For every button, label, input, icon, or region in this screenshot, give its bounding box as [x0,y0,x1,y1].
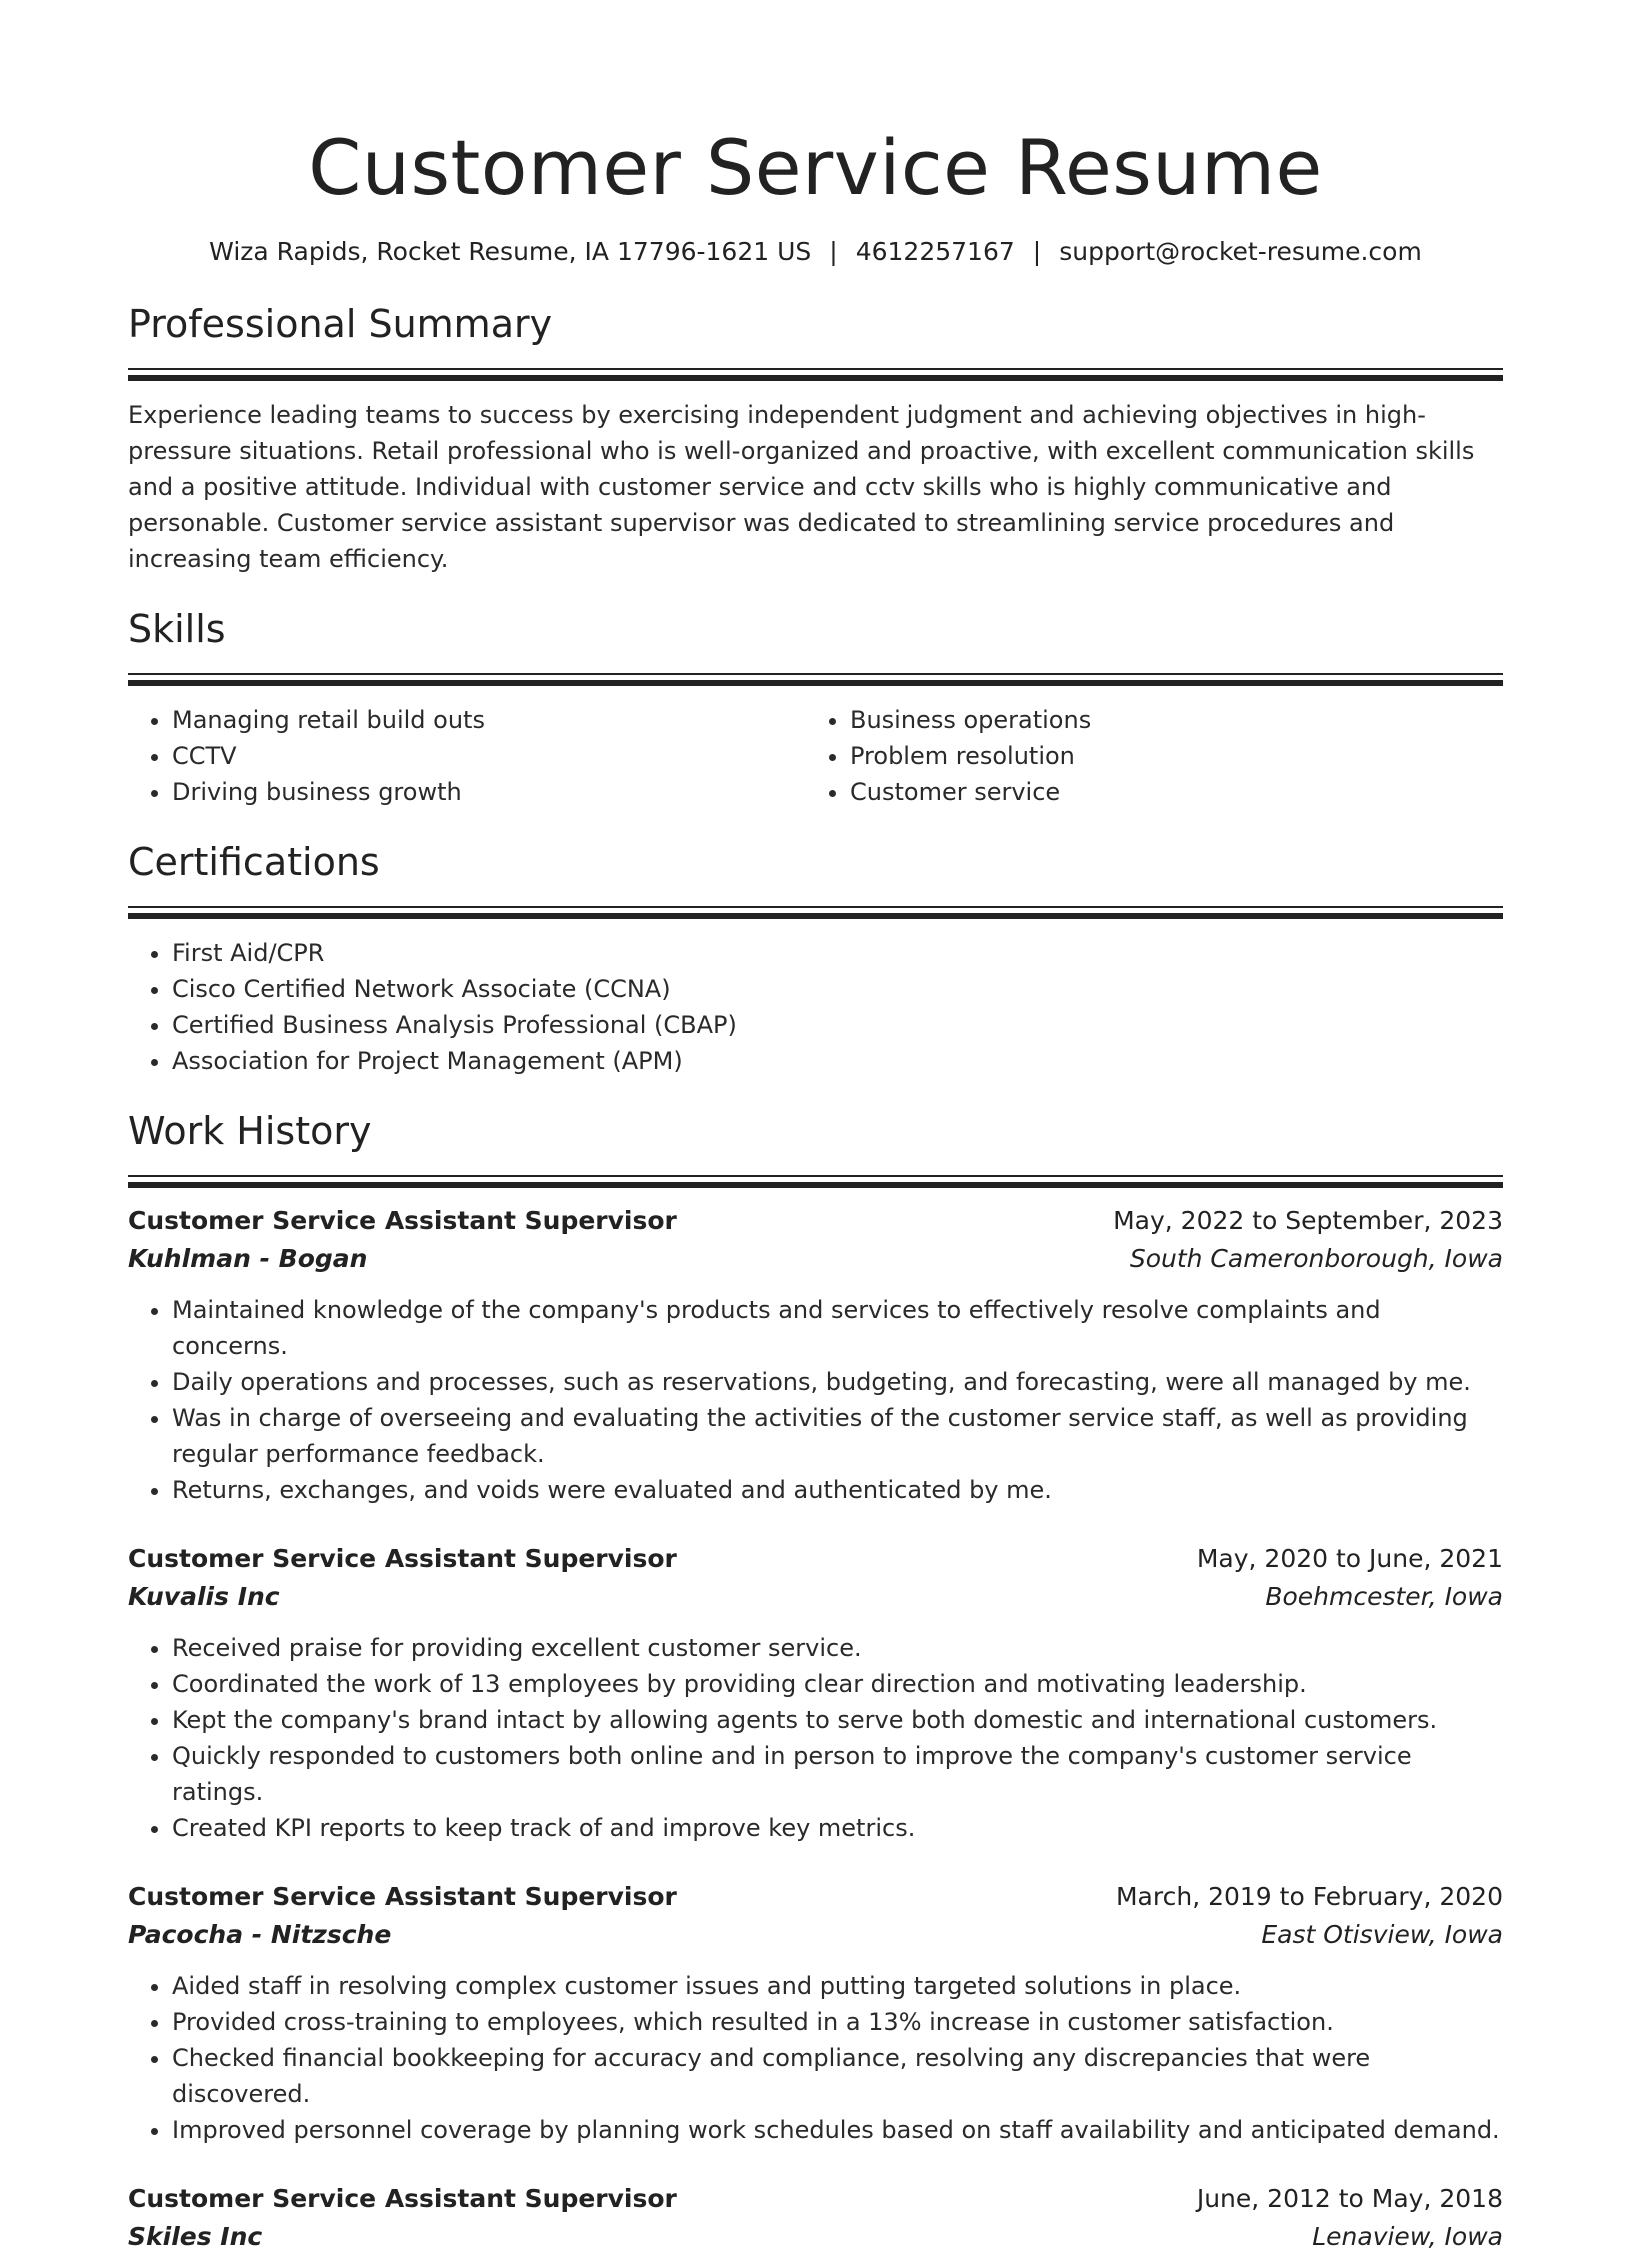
job-company: Pacocha - Nitzsche [128,1920,392,1949]
skill-item: • Problem resolution [850,738,1484,774]
job-dates: March, 2019 to February, 2020 [1115,1882,1503,1911]
section-divider [128,1175,1503,1177]
skill-item: • Customer service [850,774,1484,810]
contact-separator: | [829,237,838,266]
certifications-heading: Certifications [128,840,380,884]
skills-heading: Skills [128,607,226,651]
section-divider [128,375,1503,381]
section-divider [128,368,1503,370]
skill-item: • CCTV [172,738,806,774]
job-entry [128,1202,1503,1508]
job-location: South Cameronborough, Iowa [1129,1244,1503,1273]
skill-item: • Managing retail build outs [172,702,806,738]
job-location: Boehmcester, Iowa [1265,1582,1503,1611]
job-dates: May, 2020 to June, 2021 [1196,1544,1503,1573]
summary-heading: Professional Summary [128,302,553,346]
skill-item: • Business operations [850,702,1484,738]
job-bullets [128,1968,1503,2148]
job-location: East Otisview, Iowa [1261,1920,1503,1949]
resume-title: Customer Service Resume [308,123,1323,212]
job-bullet: • Was in charge of overseeing and evaluating the activities of the customer service staff, as well as providing regular performance feedback. [172,1400,1503,1472]
contact-email: support@rocket-resume.com [1059,237,1422,266]
job-bullet: • Created KPI reports to keep track of and improve key metrics. [172,1810,1503,1846]
contact-line [128,236,1503,268]
job-entry [128,2180,1503,2256]
section-divider [128,680,1503,686]
job-title: Customer Service Assistant Supervisor [128,2184,677,2213]
job-company: Kuhlman - Bogan [128,1244,368,1273]
job-bullet: • Aided staff in resolving complex customer issues and putting targeted solutions in place. [172,1968,1503,2004]
job-bullets [128,1292,1503,1508]
section-divider [128,673,1503,675]
job-bullet: • Checked financial bookkeeping for accuracy and compliance, resolving any discrepancies that were discovered. [172,2040,1503,2112]
certification-item: • Association for Project Management (APM) [172,1043,1503,1079]
certification-list [128,935,1503,1079]
job-title: Customer Service Assistant Supervisor [128,1206,677,1235]
summary-section [128,300,1503,577]
job-bullet: • Maintained knowledge of the company's products and services to effectively resolve complaints and concerns. [172,1292,1503,1364]
job-entry [128,1878,1503,2148]
skills-columns [128,702,1503,810]
job-title: Customer Service Assistant Supervisor [128,1544,677,1573]
certification-item: • Certified Business Analysis Professional (CBAP) [172,1007,1503,1043]
job-entry [128,1540,1503,1846]
job-company: Skiles Inc [128,2222,263,2251]
certification-item: • First Aid/CPR [172,935,1503,971]
certification-item: • Cisco Certified Network Associate (CCNA) [172,971,1503,1007]
section-divider [128,913,1503,919]
job-bullets [128,1630,1503,1846]
job-bullet: • Kept the company's brand intact by allowing agents to serve both domestic and international customers. [172,1702,1503,1738]
job-bullet: • Provided cross-training to employees, which resulted in a 13% increase in customer satisfaction. [172,2004,1503,2040]
skills-column-left [128,702,806,810]
job-location: Lenaview, Iowa [1312,2222,1503,2251]
job-dates: June, 2012 to May, 2018 [1196,2184,1503,2213]
work-history-section [128,1107,1503,2256]
job-company: Kuvalis Inc [128,1582,280,1611]
skill-item: • Driving business growth [172,774,806,810]
job-bullet: • Coordinated the work of 13 employees by providing clear direction and motivating leadership. [172,1666,1503,1702]
section-divider [128,1182,1503,1188]
resume-page [128,0,1503,2256]
job-bullet: • Improved personnel coverage by planning work schedules based on staff availability and anticipated demand. [172,2112,1503,2148]
job-dates: May, 2022 to September, 2023 [1113,1206,1503,1235]
contact-address: Wiza Rapids, Rocket Resume, IA 17796-1621 US [209,237,812,266]
section-divider [128,906,1503,908]
job-bullet: • Received praise for providing excellent customer service. [172,1630,1503,1666]
certifications-section [128,838,1503,1079]
summary-text: Experience leading teams to success by exercising independent judgment and achieving objectives in high-pressure situations. Retail professional who is well-organized and proactive, with excellent communication skills and a positive attitude. Individual with customer service and cctv skills who is highly communicative and personable. Customer service assistant supervisor was dedicated to streamlining service procedures and increasing team efficiency. [128,401,1475,573]
contact-separator: | [1032,237,1042,266]
skills-column-right [806,702,1484,810]
skills-section [128,605,1503,810]
job-title: Customer Service Assistant Supervisor [128,1882,677,1911]
contact-phone: 4612257167 [855,237,1015,266]
job-bullet: • Returns, exchanges, and voids were evaluated and authenticated by me. [172,1472,1503,1508]
job-bullet: • Quickly responded to customers both online and in person to improve the company's customer service ratings. [172,1738,1503,1810]
job-bullet: • Daily operations and processes, such as reservations, budgeting, and forecasting, were all managed by me. [172,1364,1503,1400]
work-history-heading: Work History [128,1109,372,1153]
